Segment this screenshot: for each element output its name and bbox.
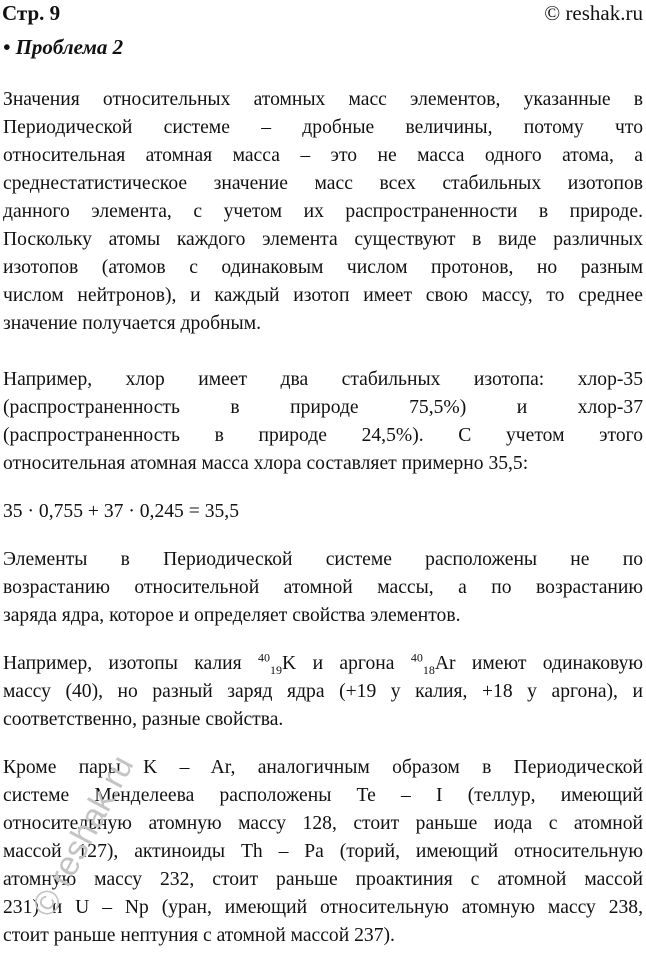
formula [3,498,643,526]
text-line: массу (40), но разный заряд ядра (+19 у калия, +18 у аргона), и [3,681,643,702]
watermark: © reshak.ru [25,749,142,923]
text-line: данного элемента, с учетом их распространенности в природе. [3,201,643,222]
ar-charge: 18 [422,662,435,677]
text-line: Значения относительных атомных масс элементов, указанные в [3,89,643,110]
text-line [3,650,643,678]
text-line: относительная атомная масса хлора составляет примерно 35,5: [3,453,529,474]
paragraph-chlorine-example [3,366,643,478]
text-line: среднестатистическое значение масс всех стабильных изотопов [3,173,643,194]
text-line: (распространенность в природе 24,5%). С учетом этого [3,425,643,446]
text: Например, изотопы калия [3,653,259,674]
text-line: 231) и U – Np (уран, имеющий относительную атомную массу 238, [3,897,643,918]
k-symbol: K [282,653,297,674]
text: и аргона [296,653,411,674]
text-line: системе Менделеева расположены Te – I (теллур, имеющий [3,785,643,806]
site-copyright: © reshak.ru [544,1,643,25]
text-line: Поскольку атомы каждого элемента существуют в виде различных [3,229,643,250]
text-line: возрастанию относительной атомной массы, а по возрастанию [3,577,643,598]
text-line: относительную атомную массу 128, стоит раньше иода с атомной [3,813,643,834]
problem-title: • Проблема 2 [3,35,124,59]
text-line: Периодической системе – дробные величины, потому что [3,117,643,138]
paragraph-ordering [3,546,643,630]
text-line: стоит раньше нептуния с атомной массой 237). [3,925,395,946]
text-line: изотопов (атомов с одинаковым числом протонов, но разным [3,257,643,278]
text-line: относительная атомная масса – это не масса одного атома, а [3,145,643,166]
text-line: Кроме пары K – Ar, аналогичным образом в Периодической [3,757,643,778]
text-line: (распространенность в природе 75,5%) и хлор-37 [3,397,643,418]
k-charge: 19 [270,662,283,677]
text-line: Например, хлор имеет два стабильных изотопа: хлор-35 [3,369,643,390]
ar-symbol: Ar [434,653,456,674]
page-number: Стр. 9 [2,1,61,25]
k-mass-number: 40 [258,650,271,665]
paragraph-atomic-mass [3,86,643,338]
text-line: значение получается дробным. [3,313,261,334]
text: имеют одинаковую [455,653,644,674]
text-line: числом нейтронов), и каждый изотоп имеет свою массу, то среднее [3,285,643,306]
text-line: заряда ядра, которое и определяет свойства элементов. [3,605,461,626]
formula-line: 35 · 0,755 + 37 · 0,245 = 35,5 [3,501,239,522]
paragraph-isotopes [3,650,643,734]
text-line: Элементы в Периодической системе расположены не по [3,549,643,570]
page-header [2,0,643,26]
ar-mass-number: 40 [410,650,423,665]
text-line: соответственно, разные свойства. [3,709,284,730]
text-line: атомную массу 232, стоит раньше проактиния с атомной массой [3,869,643,890]
text-line: массой 127), актиноиды Th – Pa (торий, имеющий относительную [3,841,643,862]
